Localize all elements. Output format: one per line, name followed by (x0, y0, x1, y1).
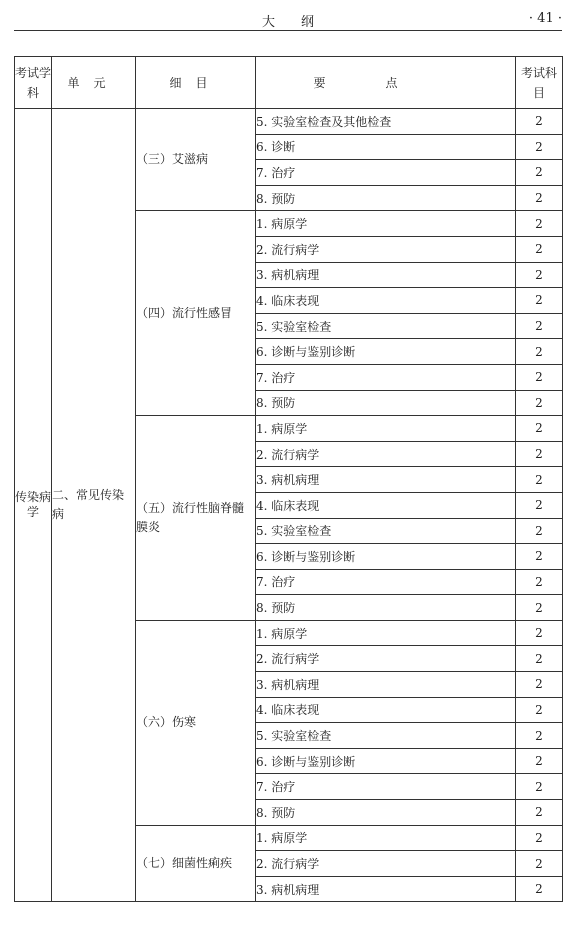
column-header-detail: 细目 (136, 57, 256, 109)
table-row (15, 109, 563, 135)
level-cell: 2 (516, 620, 563, 646)
table-body (15, 109, 563, 902)
level-cell: 2 (516, 236, 563, 262)
running-header (14, 0, 562, 31)
point-cell: 1. 病原学 (256, 825, 516, 851)
column-header-unit: 单元 (52, 57, 136, 109)
level-cell: 2 (516, 800, 563, 826)
point-cell: 6. 诊断 (256, 134, 516, 160)
level-cell: 2 (516, 723, 563, 749)
level-cell: 2 (516, 288, 563, 314)
point-cell: 2. 流行病学 (256, 851, 516, 877)
detail-cell: （三）艾滋病 (136, 109, 256, 211)
syllabus-table (14, 56, 563, 902)
point-cell: 8. 预防 (256, 185, 516, 211)
column-header-level: 考试科目 (516, 57, 563, 109)
level-cell: 2 (516, 672, 563, 698)
table-header-row (15, 57, 563, 109)
point-cell: 5. 实验室检查 (256, 723, 516, 749)
point-cell: 5. 实验室检查及其他检查 (256, 109, 516, 135)
point-cell: 7. 治疗 (256, 774, 516, 800)
point-cell: 6. 诊断与鉴别诊断 (256, 748, 516, 774)
level-cell: 2 (516, 364, 563, 390)
level-cell: 2 (516, 774, 563, 800)
level-cell: 2 (516, 569, 563, 595)
point-cell: 7. 治疗 (256, 569, 516, 595)
level-cell: 2 (516, 697, 563, 723)
level-cell: 2 (516, 390, 563, 416)
point-cell: 2. 流行病学 (256, 646, 516, 672)
level-cell: 2 (516, 492, 563, 518)
point-cell: 1. 病原学 (256, 211, 516, 237)
level-cell: 2 (516, 851, 563, 877)
point-cell: 8. 预防 (256, 390, 516, 416)
point-cell: 3. 病机病理 (256, 672, 516, 698)
point-cell: 3. 病机病理 (256, 467, 516, 493)
point-cell: 3. 病机病理 (256, 876, 516, 902)
detail-cell: （六）伤寒 (136, 620, 256, 825)
level-cell: 2 (516, 646, 563, 672)
detail-cell: （四）流行性感冒 (136, 211, 256, 416)
point-cell: 4. 临床表现 (256, 288, 516, 314)
point-cell: 1. 病原学 (256, 416, 516, 442)
level-cell: 2 (516, 160, 563, 186)
point-cell: 7. 治疗 (256, 160, 516, 186)
point-cell: 2. 流行病学 (256, 236, 516, 262)
level-cell: 2 (516, 109, 563, 135)
level-cell: 2 (516, 441, 563, 467)
level-cell: 2 (516, 595, 563, 621)
point-cell: 6. 诊断与鉴别诊断 (256, 339, 516, 365)
point-cell: 1. 病原学 (256, 620, 516, 646)
level-cell: 2 (516, 211, 563, 237)
level-cell: 2 (516, 467, 563, 493)
point-cell: 4. 临床表现 (256, 697, 516, 723)
level-cell: 2 (516, 134, 563, 160)
header-title: 大纲 (261, 15, 340, 30)
detail-cell: （五）流行性脑脊髓膜炎 (136, 416, 256, 621)
level-cell: 2 (516, 748, 563, 774)
column-header-subject: 考试学科 (15, 57, 52, 109)
point-cell: 8. 预防 (256, 800, 516, 826)
level-cell: 2 (516, 416, 563, 442)
level-cell: 2 (516, 544, 563, 570)
point-cell: 5. 实验室检查 (256, 518, 516, 544)
subject-cell: 传染病学 (15, 109, 52, 902)
point-cell: 5. 实验室检查 (256, 313, 516, 339)
page-number: · 41 · (528, 11, 562, 26)
unit-cell: 二、常见传染病 (52, 109, 136, 902)
point-cell: 2. 流行病学 (256, 441, 516, 467)
level-cell: 2 (516, 339, 563, 365)
point-cell: 6. 诊断与鉴别诊断 (256, 544, 516, 570)
point-cell: 4. 临床表现 (256, 492, 516, 518)
detail-cell: （七）细菌性痢疾 (136, 825, 256, 902)
point-cell: 8. 预防 (256, 595, 516, 621)
point-cell: 3. 病机病理 (256, 262, 516, 288)
level-cell: 2 (516, 262, 563, 288)
level-cell: 2 (516, 825, 563, 851)
level-cell: 2 (516, 876, 563, 902)
level-cell: 2 (516, 313, 563, 339)
level-cell: 2 (516, 185, 563, 211)
level-cell: 2 (516, 518, 563, 544)
column-header-point: 要点 (256, 57, 516, 109)
point-cell: 7. 治疗 (256, 364, 516, 390)
